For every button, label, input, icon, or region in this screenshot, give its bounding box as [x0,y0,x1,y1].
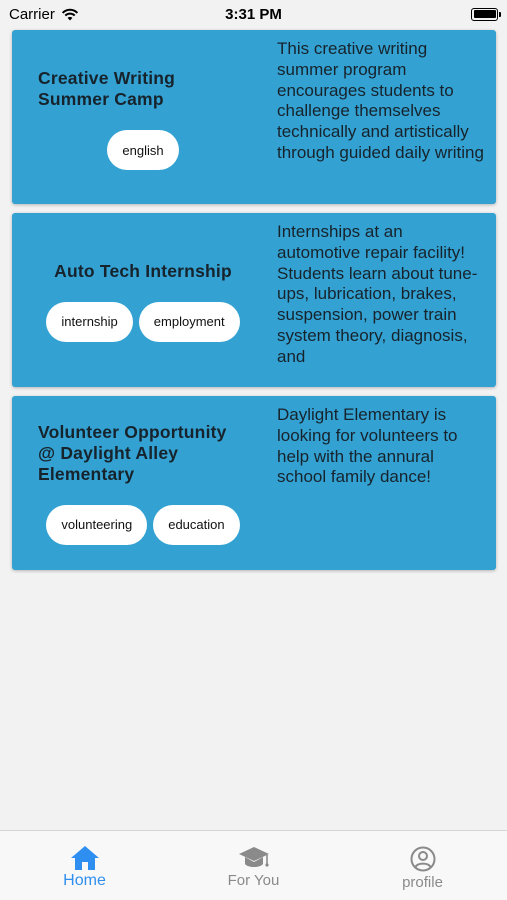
tab-profile[interactable] [338,831,507,900]
tag-chip[interactable]: education [153,505,239,545]
tab-for-you[interactable] [169,831,338,900]
card-title: Creative Writing Summer Camp [38,68,176,109]
tag-list [38,505,248,545]
status-bar [0,0,507,28]
tab-label: For You [227,872,280,889]
opportunity-card[interactable] [12,30,496,204]
opportunity-card[interactable] [12,213,496,387]
tab-bar [0,830,507,900]
user-circle-icon [409,845,437,873]
tag-chip[interactable]: internship [46,302,132,342]
tag-chip[interactable]: english [107,130,178,170]
tag-chip[interactable]: employment [139,302,240,342]
tag-list [38,302,248,342]
battery-icon [471,8,498,21]
tab-label: Home [63,872,106,889]
card-description: Daylight Elementary is looking for volunteers to help with the annural school family dance! [277,405,458,487]
home-icon [70,845,100,871]
tab-label: profile [402,874,443,891]
tag-list [38,130,248,170]
card-title: Auto Tech Internship [54,260,232,281]
card-title: Volunteer Opportunity @ Daylight Alley Elementary [38,421,227,484]
tag-chip[interactable]: volunteering [46,505,147,545]
carrier-label: Carrier [9,5,55,23]
wifi-icon [61,8,79,21]
status-time: 3:31 PM [225,5,282,23]
card-description: This creative writing summer program encourages students to challenge themselves technically and artistically through guided daily writing [277,39,484,162]
opportunity-card[interactable] [12,396,496,570]
tab-home[interactable] [0,831,169,900]
graduation-cap-icon [238,845,270,871]
status-left [9,6,79,23]
card-description: Internships at an automotive repair facility! Students learn about tune-ups, lubrication, brakes, suspension, power train system theory, diagnosis, and [277,222,478,366]
